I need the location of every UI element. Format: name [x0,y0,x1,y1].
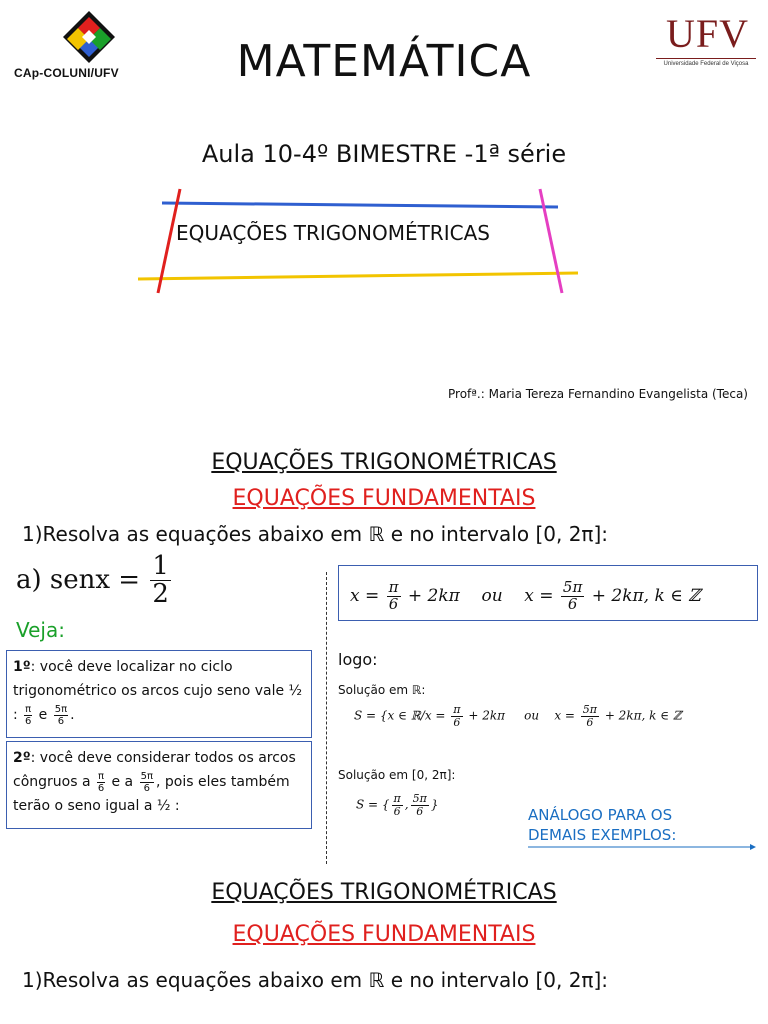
step2-number: 2º [13,750,31,766]
five-pi-over-6-fraction [561,580,584,613]
pi-over-6-fraction [387,580,401,613]
fraction-numerator: 5π [412,792,427,805]
fraction-numerator: π [388,578,399,596]
fraction-denominator: 6 [393,804,401,818]
section1-subtitle: EQUAÇÕES FUNDAMENTAIS [232,486,536,511]
section1-instruction: 1)Resolva as equações abaixo em ℝ e no intervalo [0, 2π]: [22,522,609,546]
step2-text-c: , pois eles também terão o seno igual a ½ : [13,774,290,814]
solution-interval-set [356,793,438,817]
solution-ou: ou [481,585,503,606]
and-word: e [38,707,48,723]
logo-label: logo: [338,650,378,669]
school-label: CAp-COLUNI/UFV [14,66,119,80]
step1-number: 1º [13,659,31,675]
fraction-numerator: 5π [54,703,68,715]
fraction-numerator: π [98,770,105,782]
ufv-logo [656,12,756,76]
fraction-denominator: 2 [152,579,169,610]
solution-x2-prefix: x = [524,585,559,606]
equation-a-fraction [150,553,171,609]
pi-over-6-fraction [24,704,32,727]
analog-line-1: ANÁLOGO PARA OS [528,806,673,824]
fraction-denominator: 6 [97,782,105,794]
five-pi-over-6-fraction [581,704,599,728]
fraction-numerator: 1 [152,551,169,581]
topic-title: EQUAÇÕES TRIGONOMÉTRICAS [176,221,490,245]
analog-note [528,805,676,845]
pi-over-6-fraction [451,704,462,728]
five-pi-over-6-fraction [54,704,68,727]
five-pi-over-6-fraction [140,771,154,794]
solution-r-label: Solução em ℝ: [338,683,426,697]
fraction-denominator: 6 [416,804,424,818]
fraction-denominator: 6 [567,594,578,613]
fraction-denominator: 6 [25,715,32,727]
lesson-heading: Aula 10-4º BIMESTRE -1ª série [201,140,567,168]
analog-line-2: DEMAIS EXEMPLOS: [528,826,677,844]
equation-a [16,553,173,609]
set-i-comma: , [404,797,409,812]
fraction-denominator: 6 [57,715,65,727]
solution-interval-label: Solução em [0, 2π]: [338,768,456,782]
set-r-x2: x = [554,708,579,723]
fraction-denominator: 6 [586,715,594,729]
step1-box: 1º: você deve localizar no ciclo trigonométrico os arcos cujo seno vale ½ : $\frac{\pi}{6}$ e $\frac{5\pi}{6}$ . [6,650,312,738]
fraction-denominator: 6 [388,594,399,613]
section2-instruction: 1)Resolva as equações abaixo em ℝ e no intervalo [0, 2π]: [22,968,609,992]
general-solution [350,580,701,613]
set-i-prefix: S = { [356,797,390,812]
analog-arrow-icon [528,843,758,851]
fraction-denominator: 6 [453,715,461,729]
step1-text: : você deve localizar no ciclo trigonométrico os arcos cujo seno vale ½ : [13,659,303,723]
step2-box [6,741,312,829]
fraction-numerator: π [393,792,401,805]
section1-title: EQUAÇÕES TRIGONOMÉTRICAS [211,450,557,475]
professor-credit: Profª.: Maria Tereza Fernandino Evangelista (Teca) [448,387,748,401]
solution-r-set [354,704,682,728]
equation-a-label: a) senx = [16,564,149,595]
page-title: MATEMÁTICA [236,36,532,87]
fraction-numerator: π [453,703,461,716]
fraction-numerator: 5π [582,703,597,716]
pi-over-6-fraction [392,793,403,817]
fraction-numerator: π [25,703,32,715]
solution-x1-suffix: + 2kπ [402,585,460,606]
fraction-numerator: 5π [140,770,153,782]
set-i-end: } [430,797,439,812]
column-divider [326,572,327,864]
set-r-prefix: S = {x ∈ ℝ/x = [354,708,450,723]
fraction-denominator: 6 [143,782,150,794]
fraction-numerator: 5π [562,578,583,596]
solution-x2-suffix: + 2kπ, k ∈ ℤ [586,585,701,606]
solution-x1-prefix: x = [350,585,385,606]
section2-subtitle: EQUAÇÕES FUNDAMENTAIS [232,922,536,947]
step2-text-b: e a [111,774,134,790]
ufv-logo-subtitle: Universidade Federal de Viçosa [656,58,756,67]
ufv-logo-text: UFV [666,11,750,56]
set-r-end: + 2kπ, k ∈ ℤ [601,708,682,723]
section2-title: EQUAÇÕES TRIGONOMÉTRICAS [211,880,557,905]
set-r-ou: ou [524,708,540,723]
five-pi-over-6-fraction [411,793,429,817]
pi-over-6-fraction [97,771,105,794]
veja-label: Veja: [16,618,65,642]
set-r-mid: + 2kπ [464,708,506,723]
step2-text-a: : você deve considerar todos os arcos côngruos a [13,750,296,790]
